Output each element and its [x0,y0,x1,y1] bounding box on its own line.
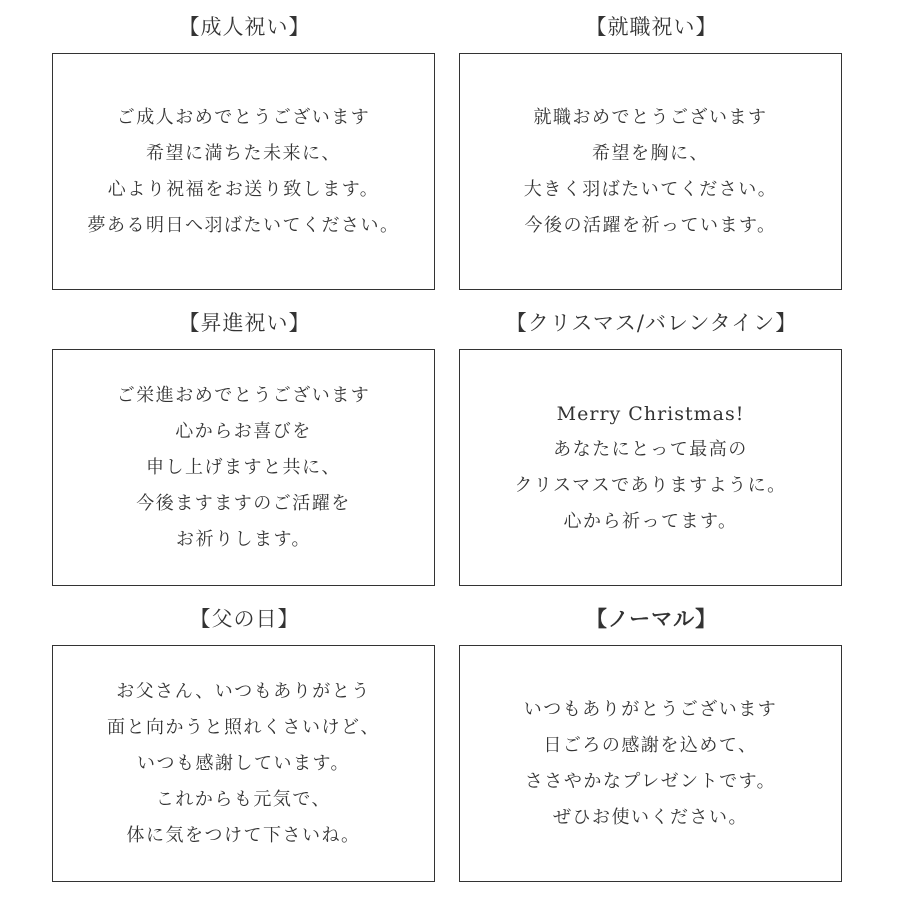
message-line: 今後ますますのご活躍を [136,492,351,514]
message-line: 就職おめでとうございます [533,106,768,128]
message-line: あなたにとって最高の [553,438,748,460]
message-card [52,349,435,586]
message-line: 日ごろの感謝を込めて、 [543,734,758,756]
section-title: 【クリスマス/バレンタイン】 [505,311,798,335]
message-line: お祈りします。 [175,528,312,550]
message-card [52,53,435,290]
message-card [459,349,842,586]
message-line: これからも元気で、 [155,788,332,810]
message-line: 面と向かうと照れくさいけど、 [107,716,380,738]
message-line: 心より祝福をお送り致します。 [107,178,380,200]
message-line: ぜひお使いください。 [553,806,748,828]
message-line: 申し上げますと共に、 [146,456,341,478]
message-line: 希望を胸に、 [592,142,709,164]
message-line: ご成人おめでとうございます [116,106,371,128]
message-line: 今後の活躍を祈っています。 [524,214,777,236]
message-line: ささやかなプレゼントです。 [524,770,777,792]
message-line: いつも感謝しています。 [136,752,351,774]
message-line: いつもありがとうございます [523,698,778,720]
section-title: 【父の日】 [189,607,300,631]
message-line: お父さん、いつもありがとう [116,680,371,702]
section-title: 【成人祝い】 [178,15,311,39]
message-line: 心からお喜びを [175,420,312,442]
message-line: Merry Christmas! [556,402,745,425]
section-title: 【就職祝い】 [585,15,718,39]
section-title: 【ノーマル】 [585,606,718,631]
message-line: クリスマスでありますように。 [514,474,787,496]
section-title: 【昇進祝い】 [178,311,311,335]
message-card [52,645,435,882]
message-line: 希望に満ちた未来に、 [146,142,341,164]
message-line: 心から祈ってます。 [563,510,738,532]
message-card [459,53,842,290]
message-card [459,645,842,882]
message-line: ご栄進おめでとうございます [116,384,371,406]
message-line: 大きく羽ばたいてください。 [523,178,778,200]
message-line: 夢ある明日へ羽ばたいてください。 [87,214,400,236]
message-line: 体に気をつけて下さいね。 [126,824,361,846]
